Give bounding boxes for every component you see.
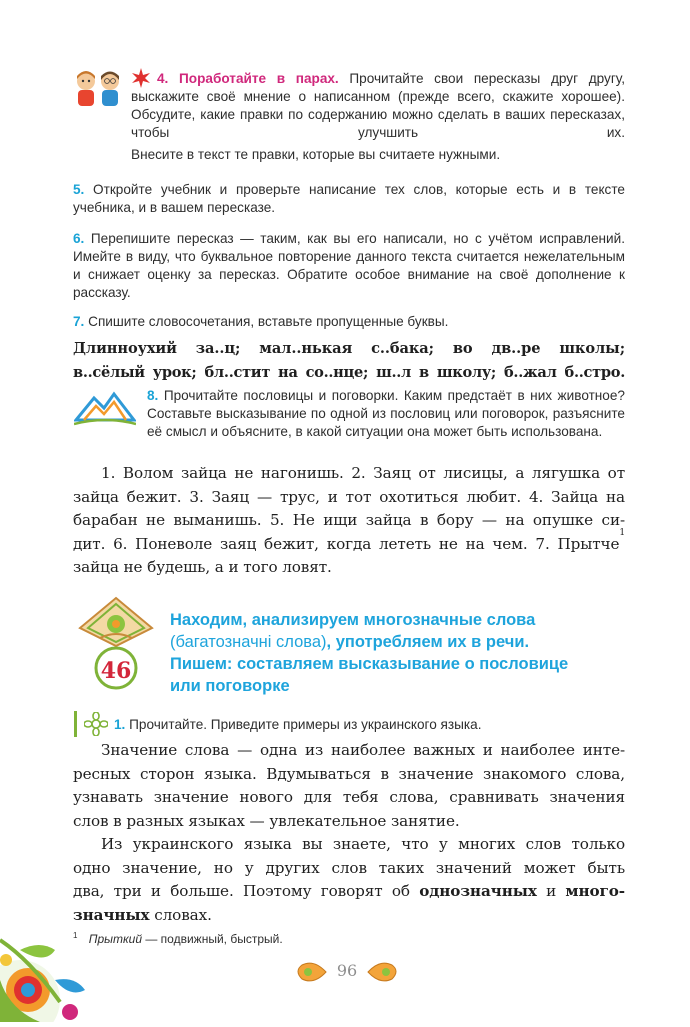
task-6 (73, 230, 625, 302)
lesson-p1-line-4: слов в разных языках — увлекательное занятие. (73, 811, 460, 830)
lesson-task-1-text: Прочитайте. Приведите примеры из украинского языка. (129, 717, 482, 732)
lesson-title-line-3: Пишем: составляем высказывание о пословице (170, 655, 569, 673)
page-number: 96 (336, 961, 358, 980)
task-4-text: Прочитайте свои пересказы друг другу, выскажите своё мнение о написанном (прежде всего, скажите хорошее). Обсудите, какие правки по содержанию можно сделать в ваших пересказах, чтобы улучшить их. (131, 71, 626, 140)
task-8-text: Прочитайте пословицы и поговорки. Каким предстаёт в них животное? Составьте высказывание по одной из пословиц или поговорок, разъясните её смысл и объясните, в какой ситуации она может быть использована. (147, 388, 625, 439)
flower-icon (84, 712, 108, 736)
lesson-p2-line-3-wrap (73, 880, 625, 904)
proverbs-line-2: зайца бежит. 3. Заяц — трус, и тот охотиться любит. 4. Зайца на (73, 487, 625, 506)
task-6-number: 6. (73, 231, 85, 246)
page-ornament-right (364, 955, 404, 989)
proverbs-line-4: дит. 6. Поневоле заяц бежит, когда лететь не на чем. 7. Прытче (73, 534, 620, 553)
lesson-p2-line-3: два, три и больше. Поэтому говорят об (73, 882, 420, 900)
page-ornament-left (290, 955, 330, 989)
task-7-text: Спишите словосочетания, вставьте пропущенные буквы. (88, 314, 449, 329)
lesson-p1-line-2: ресных сторон языка. Вдумываться в значение знакомого слова, (73, 764, 625, 783)
task-5 (73, 181, 625, 217)
proverbs-line-4-wrap (73, 527, 625, 557)
footnote-text: — подвижный, быстрый. (142, 932, 283, 946)
lesson-p2-and: и (536, 882, 566, 900)
task-5-number: 5. (73, 182, 85, 197)
lesson-title-ukr: (багатозначні слова) (170, 633, 327, 651)
proverbs (73, 462, 625, 580)
footnote-term: Прыткий (88, 932, 143, 946)
footnote-mark: 1 (73, 931, 78, 940)
lesson-title-line-4: или поговорке (170, 677, 290, 695)
term-multi-meaning-2: значных (73, 905, 150, 924)
green-bar (74, 711, 77, 737)
lesson-task-1-number: 1. (114, 717, 126, 732)
lesson-number: 46 (100, 658, 132, 684)
lesson-p1-line-1: Значение слова — одна из наиболее важных и наиболее инте- (101, 741, 625, 759)
footnote (73, 927, 625, 948)
task-7-line-1: Длинноухий за..ц; мал..нькая с..бака; во дв..ре школы; (73, 340, 625, 357)
mountains-icon (74, 390, 136, 426)
task-5-text: Откройте учебник и проверьте написание тех слов, которые есть и в тексте учебника, и в вашем пересказе. (73, 182, 625, 215)
task-8 (147, 387, 625, 441)
proverbs-line-5: зайца не будешь, а и того ловят. (73, 558, 332, 576)
task-8-number: 8. (147, 388, 159, 403)
lesson-text (73, 739, 625, 927)
task-7-line-2: в..сёлый урок; бл..стит на со..нце; ш..л в школу; б..жал б..стро. (73, 363, 625, 381)
task-4-text2: Внесите в текст те правки, которые вы считаете нужными. (131, 147, 501, 162)
lesson-title (170, 609, 630, 697)
pair-work-icon (72, 68, 128, 108)
task-7-phrases (73, 337, 625, 384)
task-7-number: 7. (73, 314, 85, 329)
lesson-task-1 (114, 716, 624, 734)
task-4-heading: Поработайте в парах. (179, 71, 339, 86)
task-4 (131, 70, 625, 164)
lesson-p2-line-4: словах. (149, 905, 212, 924)
lesson-title-line-2: , употребляем их в речи. (326, 633, 530, 651)
lesson-p2-line-2: одно значение, но у других слов таких значений может быть (73, 858, 625, 877)
lesson-p1-line-3: узнавать значение нового для тебя слова, сравнивать значения (73, 788, 625, 806)
corner-ornament (0, 880, 110, 1022)
footnote-ref: 1 (619, 527, 625, 538)
term-single-meaning: однозначных (419, 882, 537, 900)
lesson-p2-line-1: Из украинского языка вы знаете, что у многих слов только (101, 835, 625, 853)
task-7 (73, 313, 625, 331)
proverbs-line-3: барабан не выманишь. 5. Не ищи зайца в бору — на опушке си- (73, 511, 625, 529)
lesson-title-line-1: Находим, анализируем многозначные слова (170, 611, 536, 629)
task-4-number: 4. (157, 71, 169, 86)
task-6-text: Перепишите пересказ — таким, как вы его написали, но с учётом исправлений. Имейте в виду, что буквальное повторение данного текста считается нежелательным и снижает оценку за пересказ. Обратите особое внимание на своё дополнение к рассказу. (73, 231, 625, 300)
proverbs-line-1: 1. Волом зайца не нагонишь. 2. Заяц от лисицы, а лягушка от (101, 464, 625, 482)
term-multi-meaning-1: много- (565, 882, 626, 900)
